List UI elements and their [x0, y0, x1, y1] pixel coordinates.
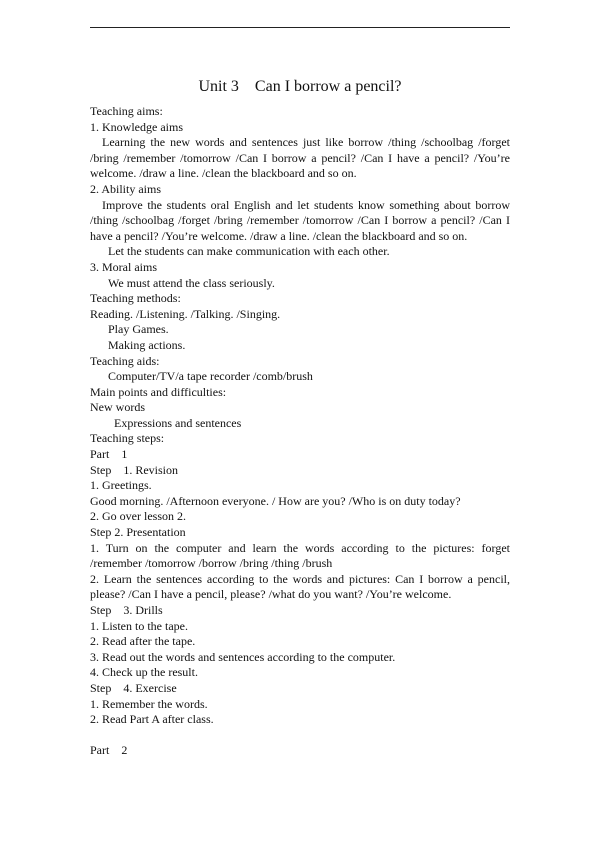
list-item: 3. Read out the words and sentences according to the computer.: [90, 649, 396, 664]
step-heading: Step 2. Presentation: [90, 525, 186, 540]
list-item: 2. Read after the tape.: [90, 634, 196, 649]
list-item: 1. Greetings.: [90, 478, 152, 493]
text-line: Making actions.: [108, 337, 186, 352]
section-heading: Teaching aims:: [90, 104, 163, 118]
list-item: 1. Listen to the tape.: [90, 618, 188, 633]
text-line: Reading. /Listening. /Talking. /Singing.: [90, 306, 281, 321]
paragraph: Improve the students oral English and let students know something about borrow /thing /schoolbag /forget /bring /remember /tomorrow /Can I borrow a pencil? /Can I have a pencil? /You’re welcome. /draw a line. /clean the blackboard and so on.: [90, 197, 513, 243]
list-item: 2. Go over lesson 2.: [90, 509, 186, 524]
step-heading: Step 1. Revision: [90, 462, 179, 477]
section-heading: Main points and difficulties:: [90, 384, 227, 399]
blank-line: [90, 728, 510, 744]
text-line: New words: [90, 400, 145, 415]
list-item: 4. Check up the result.: [90, 665, 198, 680]
part-heading: Part 2: [90, 743, 128, 758]
part-heading: Part 1: [90, 447, 128, 462]
paragraph: Learning the new words and sentences just like borrow /thing /schoolbag /forget /bring /remember /tomorrow /Can I borrow a pencil? /Can I have a pencil? /You’re welcome. /draw a line. /clean the blackboard and so on.: [90, 135, 513, 181]
list-item: 2. Learn the sentences according to the words and pictures: Can I borrow a pencil, please? /Can I have a pencil, please? /what do you want? /You’re welcome.: [90, 571, 513, 602]
step-heading: Step 4. Exercise: [90, 680, 177, 695]
text-line: Computer/TV/a tape recorder /comb/brush: [108, 369, 313, 384]
document-body: [90, 104, 513, 759]
subsection-heading: 3. Moral aims: [90, 259, 157, 274]
section-heading: Teaching methods:: [90, 291, 181, 306]
section-heading: Teaching steps:: [90, 431, 165, 446]
page-title: Unit 3 Can I borrow a pencil?: [198, 78, 402, 95]
header-rule: [90, 27, 510, 28]
section-heading: Teaching aids:: [90, 353, 160, 368]
list-item: 1. Remember the words.: [90, 696, 208, 711]
text-line: Play Games.: [108, 322, 169, 337]
paragraph: We must attend the class seriously.: [108, 275, 275, 290]
paragraph: Let the students can make communication with each other.: [108, 244, 390, 259]
list-item: 2. Read Part A after class.: [90, 712, 214, 727]
text-line: Expressions and sentences: [114, 415, 242, 430]
subsection-heading: 2. Ability aims: [90, 181, 162, 196]
list-item: 1. Turn on the computer and learn the words according to the pictures: forget /remember /tomorrow /borrow /bring /thing /brush: [90, 540, 513, 571]
step-heading: Step 3. Drills: [90, 603, 163, 617]
subsection-heading: 1. Knowledge aims: [90, 119, 183, 134]
text-line: Good morning. /Afternoon everyone. / How are you? /Who is on duty today?: [90, 493, 461, 508]
